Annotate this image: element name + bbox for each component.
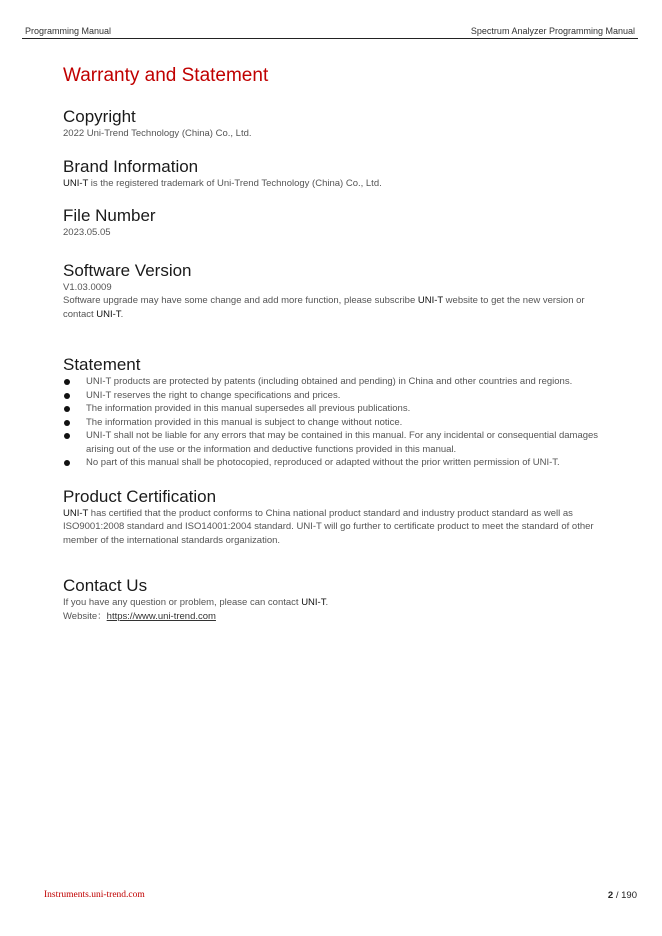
contact-heading: Contact Us	[63, 576, 148, 595]
copyright-heading: Copyright	[63, 107, 136, 126]
page-current: 2	[607, 890, 614, 901]
statement-list	[63, 375, 603, 470]
bullet-icon	[64, 406, 70, 412]
contact-text	[63, 596, 603, 610]
statement-item-text: UNI-T reserves the right to change specifications and prices.	[86, 389, 341, 401]
brand-name: UNI-T	[301, 597, 326, 608]
upgrade-note-part: website to get the new version or contact	[63, 295, 585, 320]
file-number-section	[63, 206, 603, 240]
brand-name: UNI-T	[417, 295, 444, 306]
bullet-icon	[64, 393, 70, 399]
upgrade-note-part: .	[120, 308, 124, 320]
software-upgrade-note	[63, 294, 603, 321]
brand-info-heading: Brand Information	[63, 156, 199, 176]
statement-heading: Statement	[63, 355, 141, 374]
page-total: 190	[621, 890, 637, 901]
statement-item-text: No part of this manual shall be photocopied, reproduced or adapted without the prior written permission of UNI-T.	[86, 457, 560, 468]
software-version-heading: Software Version	[63, 260, 192, 280]
contact-text-part: If you have any question or problem, please can contact	[63, 597, 302, 608]
page-separator: /	[613, 890, 622, 901]
statement-item-text: The information provided in this manual is subject to change without notice.	[86, 416, 403, 428]
statement-item	[63, 375, 603, 389]
statement-item-text: The information provided in this manual supersedes all previous publications.	[86, 403, 411, 414]
footer-site: Instruments.uni-trend.com	[44, 890, 145, 900]
header-right-title: Spectrum Analyzer Programming Manual	[470, 26, 635, 36]
statement-section	[63, 355, 603, 470]
brand-name: UNI-T	[63, 177, 89, 189]
file-number-value: 2023.05.05	[63, 227, 111, 238]
file-number-heading: File Number	[63, 206, 156, 225]
copyright-section	[63, 107, 603, 141]
page-title: Warranty and Statement	[63, 65, 269, 86]
statement-item-text: UNI-T shall not be liable for any errors that may be contained in this manual. For any incidental or consequential damages arising out of the use or the information and deductive functions provided in this manual.	[86, 430, 599, 455]
software-version-section	[63, 261, 603, 322]
brand-name: UNI-T	[96, 308, 121, 320]
brand-info-text	[63, 177, 603, 191]
contact-text-part: .	[325, 597, 329, 608]
product-certification-text	[63, 507, 603, 548]
bullet-icon	[64, 379, 70, 385]
document-body	[63, 64, 603, 623]
statement-item	[63, 416, 603, 430]
software-version-value: V1.03.0009	[63, 281, 112, 293]
statement-item	[63, 402, 603, 416]
brand-name: UNI-T	[63, 507, 89, 519]
contact-website	[63, 610, 603, 624]
statement-item	[63, 456, 603, 470]
brand-info-section	[63, 157, 603, 191]
statement-item	[63, 389, 603, 403]
certification-desc: has certified that the product conforms to China national product standard and industry product standard as well as ISO9001:2008 standard and ISO14001:2004 standard. UNI-T will go further to certificate product to meet the standard of other member of the international standards organization.	[63, 507, 594, 546]
contact-section	[63, 576, 603, 623]
website-label: Website：	[63, 610, 107, 622]
bullet-icon	[64, 433, 70, 439]
product-certification-heading: Product Certification	[63, 486, 217, 506]
website-link[interactable]: https://www.uni-trend.com	[106, 610, 216, 622]
upgrade-note-part: Software upgrade may have some change and add more function, please subscribe	[63, 295, 418, 306]
product-certification-section	[63, 487, 603, 548]
copyright-text: 2022 Uni-Trend Technology (China) Co., Ltd.	[63, 128, 252, 139]
header-left-title: Programming Manual	[25, 26, 112, 36]
bullet-icon	[64, 420, 70, 426]
statement-item-text: UNI-T products are protected by patents (including obtained and pending) in China and other countries and regions.	[86, 376, 573, 387]
bullet-icon	[64, 460, 70, 466]
page-header	[22, 26, 638, 39]
brand-info-desc: is the registered trademark of Uni-Trend Technology (China) Co., Ltd.	[88, 177, 382, 189]
statement-item	[63, 429, 603, 456]
page-number	[608, 890, 637, 901]
